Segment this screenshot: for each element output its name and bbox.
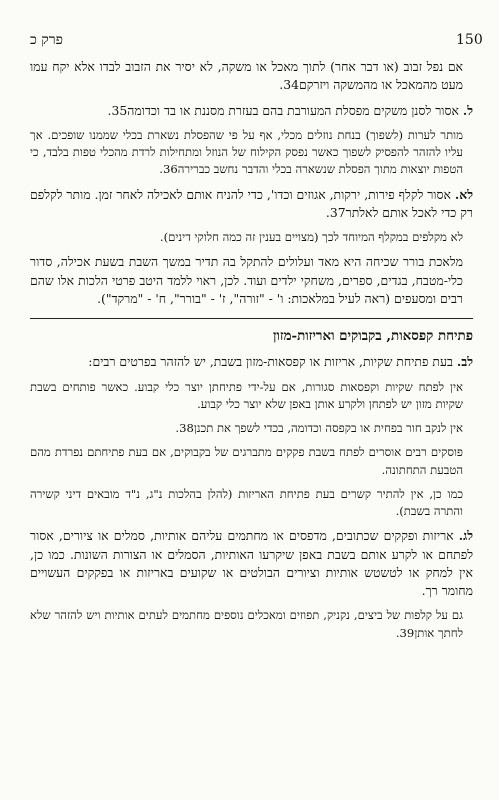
paragraph: לג. אריזות ופקקים שכתובים, מדפסים או מחתמים עליהם אותיות, סמלים או ציורים, אסור לפתחם או לקרע אותם בשבת באפן שיקרעו האותיות, הסמלים או הצורות השונות. כמו כן, אין למחק או לטשטש אותיות וציורים הבולטים או שקועים באריזות או בפקקים העשויים מחומר רך. [30,528,473,599]
paragraph: לא מקלפים במקלף המיוחד לכך (מצויים בענין זה כמה חלוקי דינים). [159,230,463,245]
page-body [30,58,473,649]
halacha-marker: ל. [462,102,473,118]
paragraph: לא. אסור לקלף פירות, ירקות, אגוזים וכדו', כדי להניח אותם לאכילה לאחר זמן. מותר לקלפם רק כדי לאכל אותם לאלתר37. [30,186,473,220]
paragraph: לב. בעת פתיחת שקיות, אריזות או קפסאות-מזון בשבת, יש להזהר בפרטים רבים: [88,354,473,370]
halacha-marker: לא. [454,186,473,202]
paragraph: אין לנקב חור בפחית או בקפסה וכדומה, בכדי לשפך את תכנן38. [175,421,463,436]
chapter-label: פרק כ [30,32,63,48]
paragraph: אם נפל זבוב (או דבר אחר) לתוך מאכל או משקה, לא יסיר את הזבוב לבדו אלא יקח עמו מעט מהמאכל או מהמשקה ויזרקם34. [30,59,463,93]
paragraph: אין לפתח שקיות וקפסאות סגורות, אם על-ידי פתיחתן יוצר כלי קבוע. כאשר פותחים בשבת שקיות מזון יש לפתחן ולקרע אותן באפן שלא יוצר כלי קבוע. [30,379,463,411]
paragraph: מלאכת בורר שכיחה היא מאד ועלולים להתקל בה תדיר במשך השבת בשעת אכילה, סדור כלי-מטבח, בגדים, ספרים, משחקי ילדים ועוד. לכן, ראוי ללמד היטב פרטי הלכות אלו שהם רבים ומסעפים (ראה לעיל במלאכות: ו' - "זורה", ז' - "בורר", ח' - "מרקד"). [30,254,463,306]
page-header [30,32,483,52]
paragraph: פוסקים רבים אוסרים לפתח בשבת פקקים מתברגים של בקבוקים, אם בעת פתיחתם נפרדת מהם הטבעת התחתונה. [30,445,463,477]
paragraph: כמו כן, אין להתיר קשרים בעת פתיחת האריזות (להלן בהלכות נ"ג, נ"ד מובאים דיני קשירה והתרה בשבת). [30,486,463,518]
paragraph: מותר לערות (לשפוך) בנחת נוזלים מכלי, אף על פי שהפסלת נשארת בכלי שממנו שופכים. אך עליו להזהר להפסיק לשפוך כאשר נפסק הקילוח של הנוזל ומתחילות לרדת מהכלי טפות בלבד, כי הטפות יוצאות מתוך הפסלת שנשארה בכלי והדבר נחשב כברירה36. [30,127,463,177]
halacha-marker: לב. [456,354,473,370]
section-divider [30,318,473,319]
halacha-marker: לג. [458,528,473,544]
section-title: פתיחת קפסאות, בקבוקים ואריזות-מזון [273,328,473,345]
paragraph: ל. אסור לסנן משקים מפסלת המעורבת בהם בעזרת מסננת או בד וכדומה35. [107,102,473,118]
paragraph: גם על קלפות של ביצים, נקניק, תפוזים ומאכלים נוספים מחתמים לעתים אותיות ויש להזהר שלא לחתך אותן39. [30,608,463,640]
page-number: 150 [456,32,483,48]
